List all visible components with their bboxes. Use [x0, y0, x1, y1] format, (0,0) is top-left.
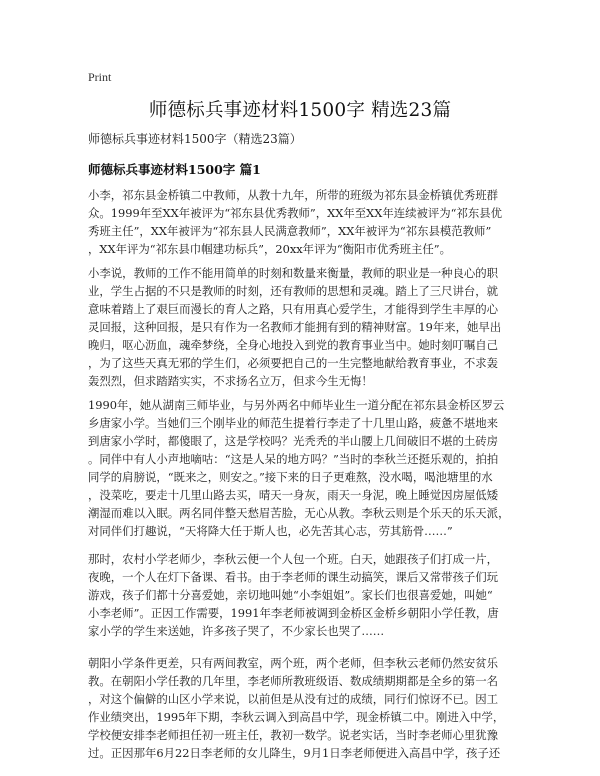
- text-line: 教。在朝阳小学任教的几年里，李老师所教班级语、数成绩期期都是全乡的第一名: [88, 674, 499, 688]
- text-line: 。同伴中有人小声地嘀咕：“这是人呆的地方吗？”当时的李秋兰还挺乐观的，拍拍: [88, 452, 499, 466]
- text-line: 那时，农村小学老师少，李秋云便一个人包一个班。白天，她跟孩子们打成一片，: [88, 552, 499, 566]
- paragraph-3: [88, 396, 518, 540]
- text-line: ，XX年评为“祁东县巾帼建功标兵”，20xx年评为“衡阳市优秀班主任”。: [88, 242, 452, 256]
- text-line: ，对这个偏僻的山区小学来说，以前但是从没有过的成绩，同行们惊讶不已。因工: [88, 692, 499, 706]
- text-line: 学校便安排李老师担任初一班主任，教初一数学。说老实话，当时李老师心里犹豫: [88, 728, 499, 742]
- text-line: 作业绩突出，1995年下期，李秋云调入到高昌中学，现金桥镇二中。刚进入中学，: [88, 710, 505, 724]
- text-line: 过。正因那年6月22日李老师的女儿降生，9月1日李老师便进入高昌中学，孩子还: [88, 746, 501, 760]
- text-line: 乡唐家小学。当她们三个刚毕业的师范生提着行李走了十几里山路，疲惫不堪地来: [88, 416, 499, 430]
- page-title: 师德标兵事迹材料1500字 精选23篇: [148, 100, 452, 121]
- section-heading: 师德标兵事迹材料1500字 篇1: [88, 162, 261, 177]
- text-line: 业，学生占据的不只是教师的时刻，还有教师的思想和灵魂。踏上了三尺讲台，就: [88, 284, 499, 298]
- text-line: ，没菜吃，要走十几里山路去买，晴天一身灰，雨天一身泥，晚上睡觉因房屋低矮: [88, 488, 499, 502]
- text-line: 对同伴们打趣说，“天将降大任于斯人也，必先苦其心志，劳其筋骨……”: [88, 524, 453, 538]
- text-line: ，为了这些天真无邪的学生们，必须要把自己的一生完整地献给教育事业，不求轰: [88, 356, 499, 370]
- paragraph-4: [88, 550, 518, 640]
- text-line: 意味着踏上了艰巨而漫长的育人之路，只有用真心爱学生，才能得到学生丰厚的心: [88, 302, 499, 316]
- text-line: 秀班主任”，XX年被评为“祁东县人民满意教师”，XX年被评为“祁东县模范教师”: [88, 224, 492, 238]
- text-line: 家小学的学生来送她，许多孩子哭了，不少家长也哭了……: [88, 624, 385, 638]
- paragraph-1: [88, 186, 518, 258]
- text-line: 灵回报，这种回报，是只有作为一名教师才能拥有到的精神财富。19年来，她早出: [88, 320, 502, 334]
- text-line: 小李老师”。正因工作需要，1991年李老师被调到金桥区金桥乡朝阳小学任教，唐: [88, 606, 499, 620]
- text-line: 同学的肩膀说，“既来之，则安之。”接下来的日子更难熬，没水喝，喝池塘里的水: [88, 470, 493, 484]
- text-line: 小李说，教师的工作不能用简单的时刻和数量来衡量，教师的职业是一种良心的职: [88, 266, 499, 280]
- print-link[interactable]: Print: [88, 70, 112, 84]
- text-line: 游戏，孩子们都十分喜爱她，亲切地叫她“小李姐姐”。家长们也很喜爱她，叫她“: [88, 588, 493, 602]
- text-line: 夜晚，一个人在灯下备课、看书。由于李老师的课生动搞笑，课后又常带孩子们玩: [88, 570, 499, 584]
- text-line: 1990年，她从湖南三师毕业，与另外两名中师毕业生一道分配在祁东县金桥区罗云: [88, 398, 505, 412]
- text-line: 到唐家小学时，都傻眼了，这是学校吗？光秃秃的半山腰上几间破旧不堪的土砖房: [88, 434, 499, 448]
- text-line: 潮湿而难以入眠。两名同伴整天愁眉苦脸，无心从教。李秋云则是个乐天的乐天派，: [88, 506, 510, 520]
- document-subtitle: 师德标兵事迹材料1500字（精选23篇）: [88, 132, 302, 146]
- text-line: 小李，祁东县金桥镇二中教师，从教十九年，所带的班级为祁东县金桥镇优秀班群: [88, 188, 499, 202]
- paragraph-2: [88, 264, 518, 390]
- text-line: 众。1999年至XX年被评为“祁东县优秀教师”，XX年至XX年连续被评为“祁东县优: [88, 206, 503, 220]
- text-line: 朝阳小学条件更差，只有两间教室，两个班，两个老师，但李秋云老师仍然安贫乐: [88, 656, 499, 670]
- text-line: 晚归，呕心沥血，魂牵梦绕，全身心地投入到党的教育事业当中。她时刻叮嘱自己: [88, 338, 499, 352]
- paragraph-5: [88, 654, 518, 762]
- text-line: 轰烈烈，但求踏踏实实，不求扬名立万，但求今生无悔！: [88, 374, 373, 388]
